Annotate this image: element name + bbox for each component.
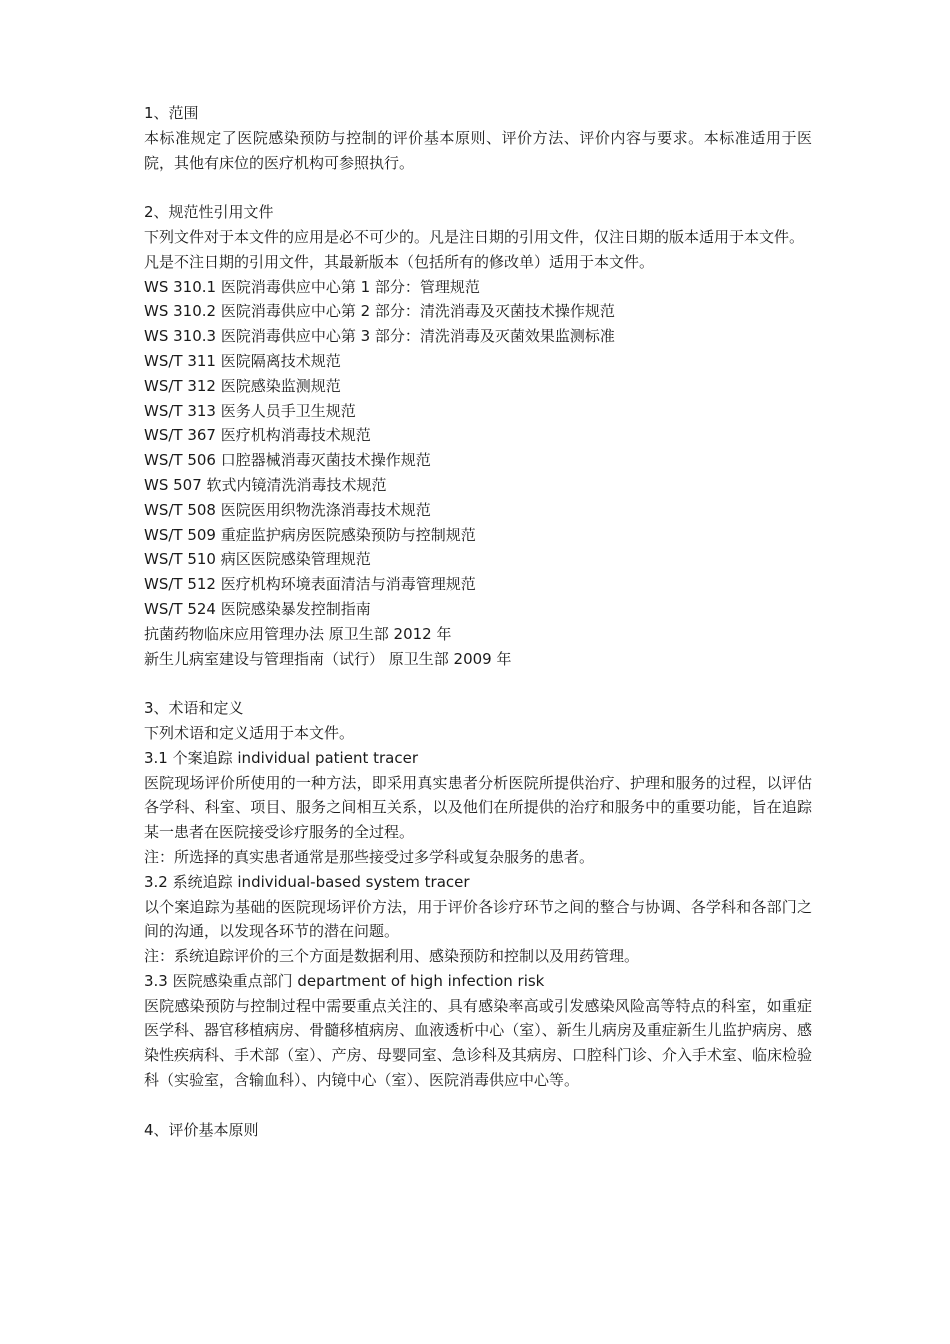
section-3-intro: 下列术语和定义适用于本文件。 [144,723,355,742]
spacer [144,175,812,200]
term-2-body: 以个案追踪为基础的医院现场评价方法，用于评价各诊疗环节之间的整合与协调、各学科和各部门之间的沟通，以发现各环节的潜在问题。 [144,897,812,941]
section-2-intro-1: 下列文件对于本文件的应用是必不可少的。凡是注日期的引用文件，仅注日期的版本适用于本文件。 [144,227,805,246]
term-2-title: 3.2 系统追踪 individual-based system tracer [144,872,470,891]
reference-item: 新生儿病室建设与管理指南（试行） 原卫生部 2009 年 [144,649,512,668]
section-1-body: 本标准规定了医院感染预防与控制的评价基本原则、评价方法、评价内容与要求。本标准适用于医院，其他有床位的医疗机构可参照执行。 [144,128,812,172]
reference-item: WS 310.2 医院消毒供应中心第 2 部分：清洗消毒及灭菌技术操作规范 [144,302,615,321]
document-page [144,101,812,1142]
reference-item: WS/T 313 医务人员手卫生规范 [144,401,356,420]
term-3-body: 医院感染预防与控制过程中需要重点关注的、具有感染率高或引发感染风险高等特点的科室，如重症医学科、器官移植病房、骨髓移植病房、血液透析中心（室）、新生儿病房及重症新生儿监护病房、感染性疾病科、手术部（室）、产房、母婴同室、急诊科及其病房、口腔科门诊、介入手术室、临床检验科（实验室，含输血科）、内镜中心（室）、医院消毒供应中心等。 [144,996,812,1090]
section-1-heading: 1、范围 [144,104,199,122]
reference-item: WS/T 510 病区医院感染管理规范 [144,550,371,569]
section-2-intro-2: 凡是不注日期的引用文件，其最新版本（包括所有的修改单）适用于本文件。 [144,252,655,271]
spacer [144,1093,812,1118]
reference-item: WS 310.3 医院消毒供应中心第 3 部分：清洗消毒及灭菌效果监测标准 [144,327,615,346]
term-1-body: 医院现场评价所使用的一种方法，即采用真实患者分析医院所提供治疗、护理和服务的过程，以评估各学科、科室、项目、服务之间相互关系，以及他们在所提供的治疗和服务中的重要功能，旨在追踪某一患者在医院接受诊疗服务的全过程。 [144,773,812,842]
spacer [144,671,812,696]
term-1-title: 3.1 个案追踪 individual patient tracer [144,748,418,767]
reference-item: WS/T 506 口腔器械消毒灭菌技术操作规范 [144,451,431,470]
section-4-heading: 4、评价基本原则 [144,1120,259,1139]
section-2-heading: 2、规范性引用文件 [144,203,274,222]
reference-item: WS 507 软式内镜清洗消毒技术规范 [144,475,387,494]
reference-item: 抗菌药物临床应用管理办法 原卫生部 2012 年 [144,624,452,643]
reference-item: WS/T 524 医院感染暴发控制指南 [144,599,371,618]
term-2-note: 注：系统追踪评价的三个方面是数据利用、感染预防和控制以及用药管理。 [144,947,640,966]
reference-item: WS 310.1 医院消毒供应中心第 1 部分：管理规范 [144,277,480,296]
term-1-note: 注：所选择的真实患者通常是那些接受过多学科或复杂服务的患者。 [144,847,595,866]
reference-item: WS/T 508 医院医用织物洗涤消毒技术规范 [144,500,431,519]
reference-item: WS/T 311 医院隔离技术规范 [144,351,341,370]
reference-item: WS/T 509 重症监护病房医院感染预防与控制规范 [144,525,476,544]
reference-item: WS/T 367 医疗机构消毒技术规范 [144,426,371,445]
section-3-heading: 3、术语和定义 [144,699,244,718]
reference-item: WS/T 312 医院感染监测规范 [144,376,341,395]
term-3-title: 3.3 医院感染重点部门 department of high infection risk [144,971,545,990]
reference-item: WS/T 512 医疗机构环境表面清洁与消毒管理规范 [144,575,476,594]
